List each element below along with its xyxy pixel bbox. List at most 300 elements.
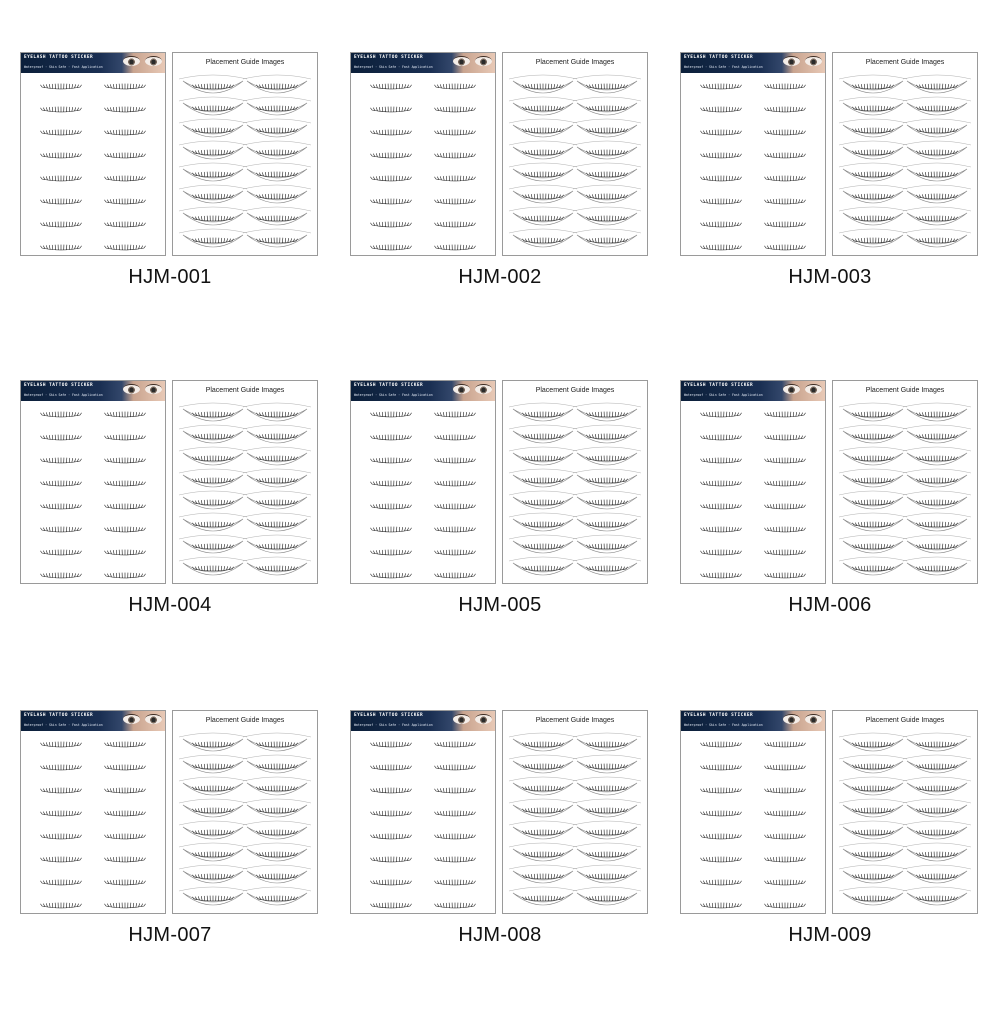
eyelid-guide-line [573, 887, 641, 891]
eyelid-guide-line [179, 535, 247, 539]
eyelid-guide-line [839, 403, 907, 407]
product-code: HJM-004 [128, 594, 212, 616]
lash-strip-right [765, 811, 806, 816]
eyelid-guide-line [509, 755, 577, 759]
lash-strip-right [105, 527, 146, 532]
eyelid-guide-line [903, 755, 971, 759]
eyelid-guide-line [839, 887, 907, 891]
lash-strip-right [765, 481, 806, 486]
lash-strip-left [41, 153, 82, 158]
eyelid-guide-line [509, 403, 577, 407]
lash-sticker-rows [21, 381, 165, 583]
eyelid-guide-line [179, 403, 247, 407]
eyelid-guide-line [509, 777, 577, 781]
lash-strip-right [435, 504, 476, 509]
eyelid-guide-line [509, 207, 577, 211]
placement-guide-sheet [502, 710, 648, 914]
lash-strip-left [701, 811, 742, 816]
lash-strip-left [371, 153, 412, 158]
eyelid-guide-line [179, 75, 247, 79]
eyelid-guide-line [179, 755, 247, 759]
eyelid-guide-line [179, 557, 247, 561]
lash-strip-right [105, 435, 146, 440]
lash-strip-left [41, 573, 82, 578]
lash-strip-left [371, 458, 412, 463]
lash-strip-right [435, 412, 476, 417]
guide-title: Placement Guide Images [535, 387, 615, 394]
eyelid-guide-line [839, 75, 907, 79]
sticker-sheet [680, 52, 826, 256]
lash-strip-right [105, 199, 146, 204]
eyelid-guide-line [903, 799, 971, 803]
eyelid-guide-line [903, 75, 971, 79]
eyelid-guide-line [573, 491, 641, 495]
eyelid-guide-line [509, 425, 577, 429]
lash-sticker-rows [351, 711, 495, 913]
eyelid-guide-line [903, 491, 971, 495]
lash-sticker-rows [681, 53, 825, 255]
sticker-sheet [350, 380, 496, 584]
eyelid-guide-line [243, 119, 311, 123]
lash-strip-right [435, 811, 476, 816]
lash-strip-right [765, 130, 806, 135]
eyelid-guide-line [573, 75, 641, 79]
banner-title: EYELASH TATTOO STICKER [354, 383, 424, 388]
product-code: HJM-009 [788, 924, 872, 946]
eyelid-guide-line [509, 557, 577, 561]
eyelid-guide-line [243, 75, 311, 79]
eyelid-guide-line [839, 425, 907, 429]
eyelid-guide-line [573, 403, 641, 407]
lash-strip-left [41, 527, 82, 532]
placement-guide-sheet [172, 380, 318, 584]
eyelid-guide-line [903, 557, 971, 561]
lash-strip-right [435, 788, 476, 793]
guide-title: Placement Guide Images [205, 387, 285, 394]
eyelid-guide-line [179, 163, 247, 167]
eyelid-guide-line [243, 229, 311, 233]
eyelid-guide-line [243, 207, 311, 211]
eyelid-guide-line [573, 799, 641, 803]
lash-strip-left [701, 435, 742, 440]
lash-strip-right [765, 199, 806, 204]
banner-subtitle: Waterproof · Skin Safe · Fast Application [24, 65, 103, 69]
banner-title: EYELASH TATTOO STICKER [354, 713, 424, 718]
eyelid-guide-line [903, 469, 971, 473]
product-code: HJM-001 [128, 266, 212, 288]
lash-sticker-rows [681, 381, 825, 583]
lash-strip-right [435, 153, 476, 158]
eyelid-guide-line [573, 119, 641, 123]
guide-title: Placement Guide Images [205, 59, 285, 66]
lash-strip-right [105, 481, 146, 486]
eyelid-guide-line [179, 733, 247, 737]
lash-strip-right [105, 573, 146, 578]
lash-strip-right [435, 199, 476, 204]
eyelid-guide-line [179, 513, 247, 517]
lash-strip-right [765, 107, 806, 112]
placement-guide-rows [173, 711, 317, 913]
banner-subtitle: Waterproof · Skin Safe · Fast Application [354, 723, 433, 727]
lash-strip-left [371, 527, 412, 532]
eyelid-guide-line [839, 229, 907, 233]
lash-sticker-rows [21, 53, 165, 255]
lash-strip-left [41, 504, 82, 509]
eyelid-guide-line [179, 229, 247, 233]
lash-strip-right [105, 153, 146, 158]
lash-strip-right [105, 107, 146, 112]
sticker-sheet [350, 52, 496, 256]
lash-strip-right [435, 573, 476, 578]
eyelid-guide-line [179, 97, 247, 101]
eyelid-guide-line [573, 163, 641, 167]
placement-guide-rows [173, 53, 317, 255]
banner-title: EYELASH TATTOO STICKER [684, 55, 754, 60]
banner-subtitle: Waterproof · Skin Safe · Fast Application [24, 723, 103, 727]
eyelid-guide-line [243, 799, 311, 803]
lash-strip-right [105, 880, 146, 885]
eyelid-guide-line [243, 469, 311, 473]
lash-strip-right [435, 834, 476, 839]
eyelid-guide-line [179, 469, 247, 473]
eyelid-guide-line [573, 425, 641, 429]
lash-strip-left [701, 176, 742, 181]
lash-strip-right [765, 880, 806, 885]
lash-strip-left [41, 107, 82, 112]
eyelid-guide-line [243, 141, 311, 145]
eyelid-guide-line [839, 557, 907, 561]
product-card[interactable] [350, 52, 650, 352]
banner-subtitle: Waterproof · Skin Safe · Fast Application [24, 393, 103, 397]
eyelid-guide-line [839, 163, 907, 167]
lash-strip-left [701, 527, 742, 532]
eyelid-guide-line [243, 755, 311, 759]
eyelid-guide-line [839, 733, 907, 737]
placement-guide-rows [833, 711, 977, 913]
product-code: HJM-007 [128, 924, 212, 946]
eyelid-guide-line [573, 185, 641, 189]
eyelid-guide-line [179, 491, 247, 495]
lash-strip-right [105, 458, 146, 463]
lash-strip-right [435, 765, 476, 770]
lash-strip-left [371, 481, 412, 486]
lash-strip-left [371, 903, 412, 908]
guide-title: Placement Guide Images [535, 59, 615, 66]
sticker-sheet [20, 52, 166, 256]
eyelid-guide-line [839, 513, 907, 517]
lash-strip-left [371, 811, 412, 816]
lash-strip-left [701, 834, 742, 839]
lash-strip-left [701, 481, 742, 486]
lash-strip-right [105, 245, 146, 250]
lash-strip-left [371, 857, 412, 862]
eyelid-guide-line [573, 843, 641, 847]
eyelid-guide-line [903, 185, 971, 189]
eyelid-guide-line [903, 513, 971, 517]
placement-guide-rows [503, 711, 647, 913]
lash-strip-right [765, 788, 806, 793]
lash-strip-left [701, 458, 742, 463]
eyelid-guide-line [243, 557, 311, 561]
eyelid-guide-line [179, 777, 247, 781]
lash-strip-right [105, 412, 146, 417]
eyelid-guide-line [839, 535, 907, 539]
eyelid-guide-line [243, 733, 311, 737]
guide-title: Placement Guide Images [865, 59, 945, 66]
lash-strip-left [41, 903, 82, 908]
eyelid-guide-line [243, 777, 311, 781]
eyelid-guide-line [243, 425, 311, 429]
product-card[interactable] [20, 710, 320, 1010]
placement-guide-sheet [172, 52, 318, 256]
lash-strip-right [105, 504, 146, 509]
eyelid-guide-line [903, 843, 971, 847]
lash-strip-right [765, 153, 806, 158]
lash-strip-left [371, 880, 412, 885]
eyelid-guide-line [573, 535, 641, 539]
lash-strip-left [701, 765, 742, 770]
eyelid-guide-line [573, 229, 641, 233]
eyelid-guide-line [243, 513, 311, 517]
lash-strip-right [765, 765, 806, 770]
lash-strip-right [435, 84, 476, 89]
eyelid-guide-line [839, 119, 907, 123]
product-code: HJM-002 [458, 266, 542, 288]
eyelid-guide-line [509, 733, 577, 737]
eyelid-guide-line [903, 229, 971, 233]
eyelid-guide-line [839, 469, 907, 473]
placement-guide-sheet [172, 710, 318, 914]
lash-strip-left [701, 84, 742, 89]
eyelid-guide-line [903, 141, 971, 145]
lash-strip-right [435, 176, 476, 181]
product-card[interactable] [350, 710, 650, 1010]
lash-strip-right [765, 222, 806, 227]
lash-strip-left [371, 765, 412, 770]
lash-strip-right [765, 245, 806, 250]
sticker-sheet [680, 380, 826, 584]
lash-strip-right [765, 458, 806, 463]
lash-strip-right [105, 834, 146, 839]
lash-strip-left [701, 550, 742, 555]
lash-strip-left [41, 857, 82, 862]
lash-strip-right [765, 742, 806, 747]
lash-strip-left [701, 504, 742, 509]
eyelid-guide-line [839, 141, 907, 145]
lash-strip-left [701, 857, 742, 862]
lash-strip-left [41, 412, 82, 417]
eyelid-guide-line [243, 865, 311, 869]
eyelid-guide-line [243, 887, 311, 891]
lash-strip-left [41, 880, 82, 885]
eyelid-guide-line [839, 447, 907, 451]
lash-strip-left [701, 788, 742, 793]
eyelid-guide-line [179, 119, 247, 123]
eyelid-guide-line [179, 185, 247, 189]
lash-strip-left [701, 199, 742, 204]
guide-title: Placement Guide Images [535, 717, 615, 724]
eyelid-guide-line [509, 469, 577, 473]
lash-strip-left [371, 504, 412, 509]
lash-strip-left [371, 788, 412, 793]
eyelid-guide-line [573, 733, 641, 737]
eyelid-guide-line [243, 403, 311, 407]
eyelid-guide-line [839, 97, 907, 101]
sticker-sheet [20, 380, 166, 584]
lash-strip-right [765, 504, 806, 509]
lash-strip-right [765, 412, 806, 417]
lash-strip-right [105, 130, 146, 135]
lash-strip-left [41, 222, 82, 227]
eyelid-guide-line [903, 447, 971, 451]
product-card[interactable] [20, 52, 320, 352]
placement-guide-sheet [832, 52, 978, 256]
lash-strip-right [435, 550, 476, 555]
lash-strip-left [371, 199, 412, 204]
eyelid-guide-line [243, 821, 311, 825]
eyelid-guide-line [839, 799, 907, 803]
eyelid-guide-line [509, 141, 577, 145]
banner-title: EYELASH TATTOO STICKER [684, 383, 754, 388]
lash-strip-right [435, 130, 476, 135]
lash-strip-left [41, 550, 82, 555]
placement-guide-rows [173, 381, 317, 583]
sticker-sheet [20, 710, 166, 914]
lash-strip-right [765, 176, 806, 181]
lash-strip-left [371, 222, 412, 227]
eyelid-guide-line [839, 207, 907, 211]
lash-strip-right [435, 903, 476, 908]
sticker-sheet [350, 710, 496, 914]
eyelid-guide-line [903, 163, 971, 167]
lash-strip-left [371, 176, 412, 181]
eyelid-guide-line [903, 535, 971, 539]
eyelid-guide-line [243, 447, 311, 451]
eyelid-guide-line [179, 821, 247, 825]
guide-title: Placement Guide Images [865, 387, 945, 394]
lash-strip-right [435, 245, 476, 250]
banner-title: EYELASH TATTOO STICKER [354, 55, 424, 60]
lash-strip-right [765, 857, 806, 862]
product-card[interactable] [680, 710, 980, 1010]
lash-strip-left [701, 130, 742, 135]
eyelid-guide-line [509, 821, 577, 825]
lash-strip-left [371, 435, 412, 440]
lash-strip-left [41, 811, 82, 816]
lash-strip-right [435, 481, 476, 486]
lash-strip-right [435, 527, 476, 532]
lash-strip-left [371, 130, 412, 135]
eyelid-guide-line [573, 777, 641, 781]
lash-sticker-rows [681, 711, 825, 913]
eyelid-guide-line [509, 843, 577, 847]
eyelid-guide-line [243, 491, 311, 495]
product-code: HJM-005 [458, 594, 542, 616]
eyelid-guide-line [179, 207, 247, 211]
eyelid-guide-line [903, 777, 971, 781]
eyelid-guide-line [509, 163, 577, 167]
guide-title: Placement Guide Images [865, 717, 945, 724]
lash-sticker-rows [21, 711, 165, 913]
eyelid-guide-line [509, 75, 577, 79]
lash-strip-left [371, 742, 412, 747]
eyelid-guide-line [839, 755, 907, 759]
eyelid-guide-line [573, 557, 641, 561]
lash-strip-left [701, 412, 742, 417]
eyelid-guide-line [903, 403, 971, 407]
banner-title: EYELASH TATTOO STICKER [24, 55, 94, 60]
banner-title: EYELASH TATTOO STICKER [24, 383, 94, 388]
guide-title: Placement Guide Images [205, 717, 285, 724]
lash-strip-right [765, 903, 806, 908]
eyelid-guide-line [509, 185, 577, 189]
banner-subtitle: Waterproof · Skin Safe · Fast Application [684, 723, 763, 727]
eyelid-guide-line [509, 97, 577, 101]
lash-strip-right [435, 857, 476, 862]
eyelid-guide-line [509, 491, 577, 495]
product-card[interactable] [350, 380, 650, 680]
placement-guide-sheet [832, 710, 978, 914]
lash-strip-left [701, 245, 742, 250]
eyelid-guide-line [573, 469, 641, 473]
lash-strip-left [41, 84, 82, 89]
lash-strip-left [41, 788, 82, 793]
eyelid-guide-line [573, 141, 641, 145]
placement-guide-rows [503, 53, 647, 255]
eyelid-guide-line [573, 755, 641, 759]
eyelid-guide-line [179, 843, 247, 847]
lash-strip-left [41, 199, 82, 204]
eyelid-guide-line [509, 447, 577, 451]
lash-strip-left [701, 153, 742, 158]
eyelid-guide-line [573, 865, 641, 869]
eyelid-guide-line [839, 865, 907, 869]
product-card[interactable] [680, 52, 980, 352]
product-card[interactable] [20, 380, 320, 680]
lash-strip-left [41, 834, 82, 839]
eyelid-guide-line [573, 821, 641, 825]
eyelid-guide-line [573, 207, 641, 211]
lash-strip-left [41, 176, 82, 181]
eyelid-guide-line [903, 119, 971, 123]
lash-strip-right [765, 573, 806, 578]
lash-strip-left [701, 107, 742, 112]
lash-strip-right [105, 857, 146, 862]
lash-strip-left [371, 84, 412, 89]
banner-subtitle: Waterproof · Skin Safe · Fast Application [354, 65, 433, 69]
lash-strip-left [701, 903, 742, 908]
eyelid-guide-line [839, 843, 907, 847]
eyelid-guide-line [903, 97, 971, 101]
placement-guide-sheet [832, 380, 978, 584]
product-code: HJM-003 [788, 266, 872, 288]
eyelid-guide-line [179, 865, 247, 869]
eyelid-guide-line [903, 207, 971, 211]
eyelid-guide-line [573, 447, 641, 451]
lash-strip-right [765, 834, 806, 839]
product-card[interactable] [680, 380, 980, 680]
lash-strip-left [41, 458, 82, 463]
lash-strip-left [41, 130, 82, 135]
lash-strip-left [41, 435, 82, 440]
banner-subtitle: Waterproof · Skin Safe · Fast Application [684, 393, 763, 397]
lash-strip-right [105, 176, 146, 181]
eyelid-guide-line [903, 887, 971, 891]
banner-title: EYELASH TATTOO STICKER [684, 713, 754, 718]
placement-guide-sheet [502, 52, 648, 256]
eyelid-guide-line [243, 843, 311, 847]
lash-strip-left [371, 107, 412, 112]
